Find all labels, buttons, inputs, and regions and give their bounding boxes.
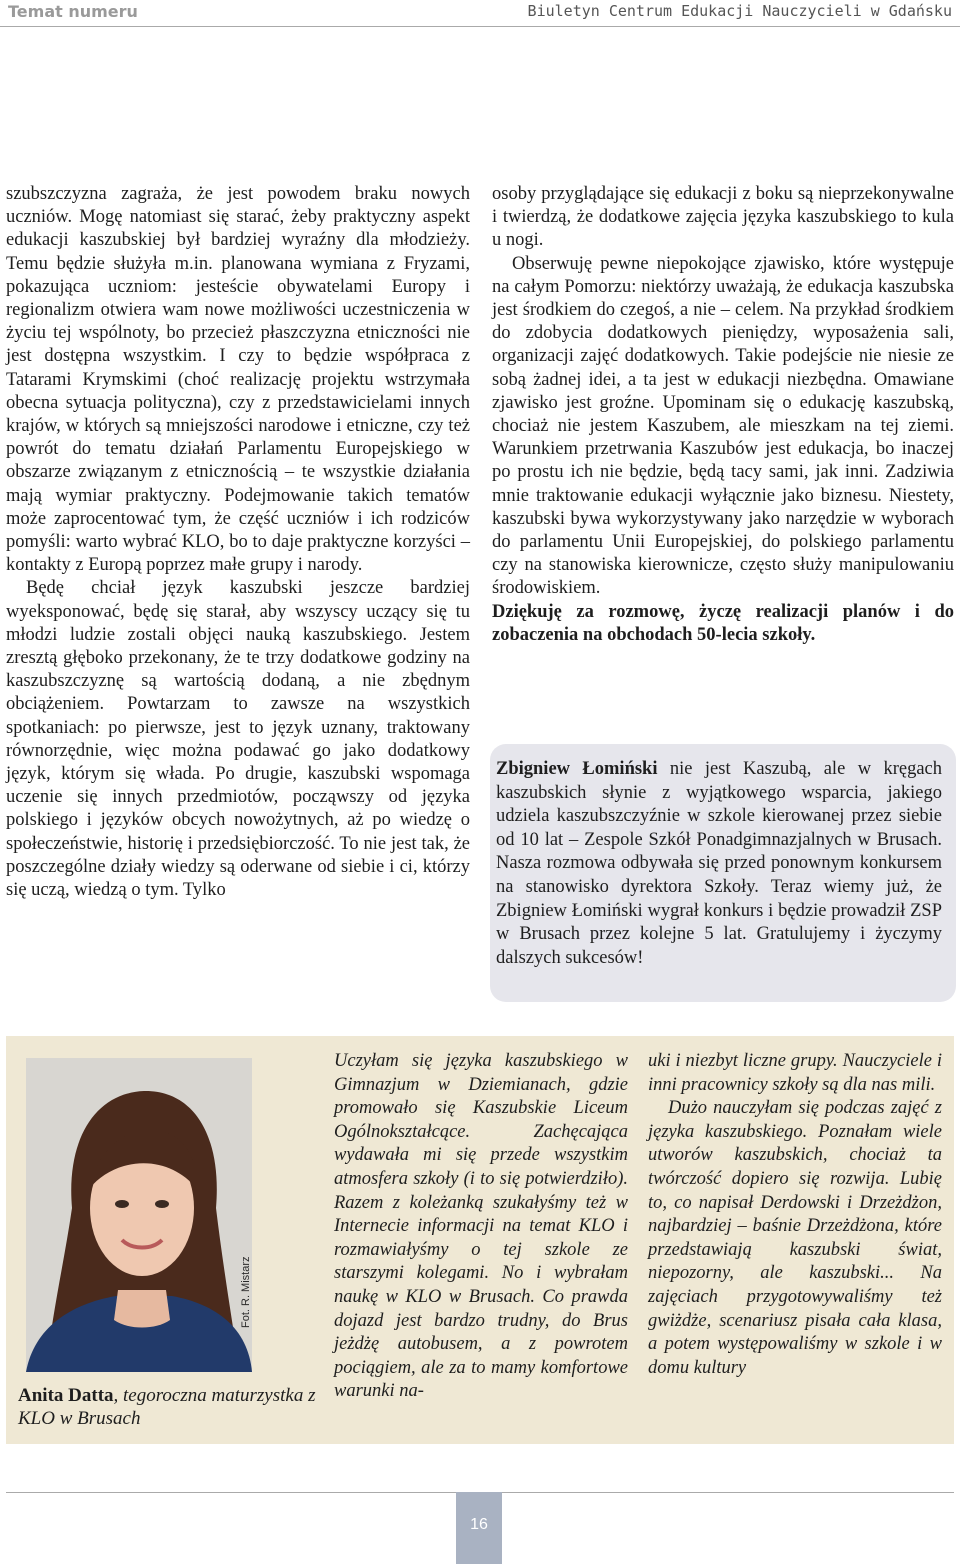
- caption-description: , tegoroczna maturzystka z KLO w Brusach: [18, 1385, 316, 1429]
- page-number: 16: [470, 1516, 488, 1533]
- closing-thanks: Dziękuję za rozmowę, życzę realizacji planów i do zobaczenia na obchodach 50-lecia szkoły.: [492, 601, 954, 645]
- section-label: Temat numeru: [8, 2, 138, 21]
- article-paragraph: Będę chciał język kaszubski jeszcze bardziej wyeksponować, będę się starał, aby wszyscy uczący się tu młodzi ludzie zostali objęci nauką kaszubskiego. Jestem zresztą głęboko przekonany, że te trzy dodatkowe godziny na kaszubszczyznę są wartością dodaną, a nie zbędnym obciążeniem. Powtarzam to zawsze na wszystkich spotkaniach: po pierwsze, jest to język uznany, traktowany równorzędnie, więc można podawać go jako dodatkowy język, którym się włada. Po drugie, kaszubski wspomaga uczenie się innych przedmiotów, począwszy od języka polskiego i języków obcych nowożytnych, aż po wiedzę o społeczeństwie, historię i przedsiębiorczość. To nie jest tak, że poszczególne działy wiedzy są oderwane od siebie i ci, którzy się uczą, wiedzą o tym. Tylko: [6, 578, 470, 901]
- interview-paragraph: Dużo nauczyłam się podczas zajęć z języka kaszubskiego. Poznałam wiele utworów kaszubskich, chociaż ta twórczość dopiero się rozwija. Lubię to, co napisał Derdowski i Drzeżdżon, najbardziej – baśnie Drzeżdżona, które przedstawiają kaszubski świat, niepozorny, ale kaszubski... Na zajęciach przygotowywaliśmy też gwiżdże, scenariusz pisała cała klasa, a potem występowaliśmy w szkole i w domu kultury: [648, 1098, 942, 1378]
- photo-credit: Fot. R. Mistarz: [240, 1256, 252, 1328]
- interview-paragraph: uki i niezbyt liczne grupy. Nauczyciele i inni pracownicy szkoły są dla nas mili.: [648, 1051, 942, 1095]
- bio-description: nie jest Kaszubą, ale w kręgach kaszubskich słynie z wyjątkowego wsparcia, jakiego udziela kaszubszczyźnie w szkole kierowanej przez siebie od 10 lat – Zespole Szkół Ponadgimnazjalnych w Brusach. Nasza rozmowa odbywała się przed ponownym konkursem na stanowisko dyrektora Szkoły. Teraz wiemy już, że Zbigniew Łomiński wygrał konkurs i będzie prowadził ZSP w Brusach przez kolejne 5 lat. Gratulujemy i życzymy dalszych sukcesów!: [496, 759, 942, 968]
- right-article-column: [492, 183, 954, 647]
- page-number-tab: [456, 1492, 502, 1564]
- left-article-column: [6, 183, 470, 902]
- bio-text: [496, 758, 942, 970]
- bulletin-title: Biuletyn Centrum Edukacji Nauczycieli w Gdańsku: [527, 2, 952, 20]
- photo-caption: [18, 1384, 318, 1430]
- portrait-illustration: [26, 1058, 252, 1372]
- interview-column-2: [648, 1050, 942, 1380]
- caption-name: Anita Datta: [18, 1385, 114, 1406]
- student-interview-box: [6, 1036, 954, 1444]
- article-paragraph: szubszczyzna zagraża, że jest powodem braku nowych uczniów. Mogę natomiast się starać, żeby praktyczny aspekt edukacji kaszubskiej był bardziej wyraźny dla młodzieży. Temu będzie służyła m.in. planowana wymiana z Fryzami, pokazująca uczniom: jesteście obywatelami Europy i regionalizm otwiera wam nowe możliwości uczestniczenia w życiu tej wspólnoty, bo przecież płaszczyzna etniczności nie jest dostępna wszystkim. I czy to będzie współpraca z Tatarami Krymskimi (choć realizację projektu wstrzymała obecna sytuacja polityczna), czy z przedstawicielami innych krajów, w których są mniejszości narodowe i etniczne, czy też powrót do tematu działań Parlamentu Europejskiego w obszarze związanym z etnicznością – te wszystkie działania mają wymiar praktyczny. Podejmowanie takich tematów może zaprocentować tym, że część uczniów i ich rodziców pomyśli: warto wybrać KLO, bo to daje praktyczne korzyści – kontakty z Europą poprzez małe grupy i narody.: [6, 184, 470, 576]
- article-paragraph: Obserwuję pewne niepokojące zjawisko, które występuje na całym Pomorzu: niektórzy uważają, że edukacja kaszubska jest środkiem do czegoś, a nie – celem. Na przykład środkiem do zdobycia dodatkowych pieniędzy, wyposażenia sali, organizacji zajęć dodatkowych. Takie podejście nie niesie ze sobą żadnej idei, a ta jest w edukacji niezbędna. Omawiane zjawisko jest groźne. Upominam się o edukację kaszubską, chociaż nie jestem Kaszubem, ale mieszkam na tej ziemi. Warunkiem przetrwania Kaszubów jest edukacja, bo inaczej po prostu ich nie będzie, będą tacy sami, jak inni. Zadziwia mnie traktowanie edukacji wyłącznie jako biznesu. Niestety, kaszubski bywa wykorzystywany jako narzędzie w wyborach do parlamentu Unii Europejskiej, do polskiego parlamentu czy na stanowiska kierownicze, często służy manipulowaniu środowiskiem.: [492, 253, 954, 599]
- interview-paragraph: Uczyłam się języka kaszubskiego w Gimnazjum w Dziemianach, gdzie promowało się Kaszubskie Liceum Ogólnokształcące. Zachęcająca wydawała mi się przede wszystkim atmosfera szkoły (i to się potwierdziło). Razem z koleżanką szukałyśmy też w Internecie informacji na temat KLO i rozmawiałyśmy o tej szkole ze starszymi kolegami. No i wybrałam naukę w KLO w Brusach. Co prawda dojazd jest bardzo trudny, do Brus jeżdżę autobusem, a z powrotem pociągiem, ale za to mamy komfortowe warunki na-: [334, 1051, 628, 1402]
- bio-name: Zbigniew Łomiński: [496, 759, 658, 779]
- bio-box: [490, 744, 956, 1002]
- interview-column-1: [334, 1050, 628, 1404]
- student-photo: [26, 1058, 252, 1372]
- article-paragraph: osoby przyglądające się edukacji z boku są nieprzekonywalne i twierdzą, że dodatkowe zajęcia języka kaszubskiego to kula u nogi.: [492, 184, 954, 251]
- page-header: [0, 0, 960, 27]
